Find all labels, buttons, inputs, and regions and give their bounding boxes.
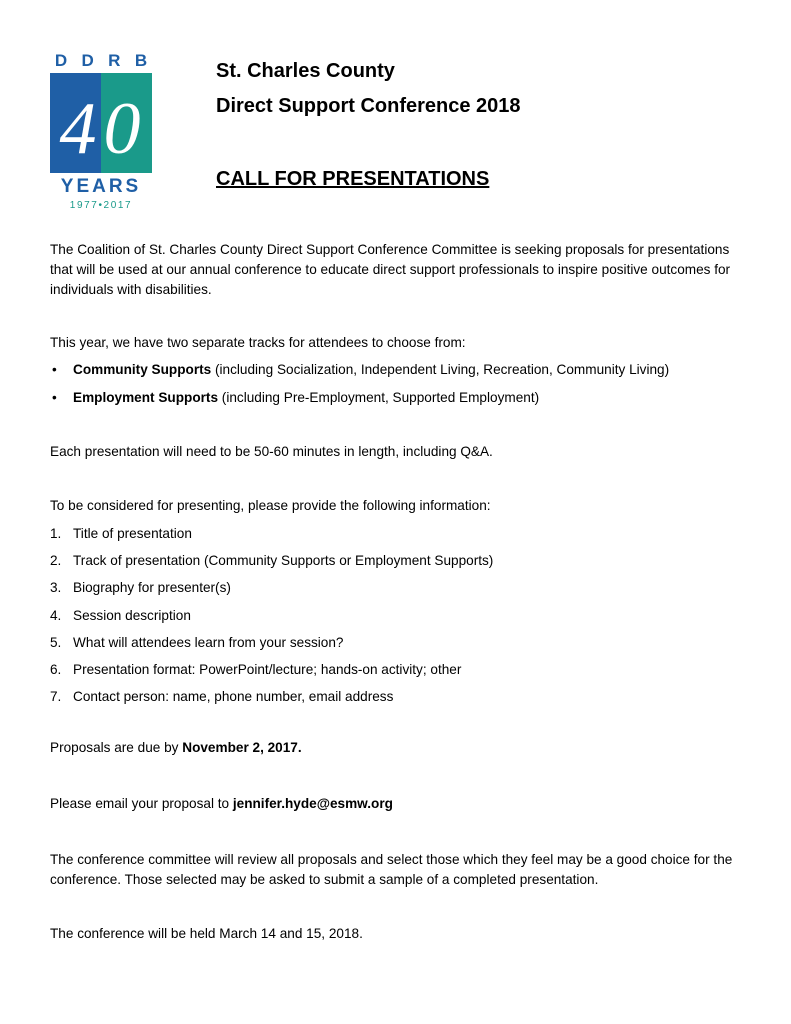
list-text: What will attendees learn from your session? [73,634,344,650]
list-item [50,606,493,633]
list-number: 3. [50,580,62,596]
list-text: Biography for presenter(s) [73,580,231,596]
logo-year-range: 1977•2017 [69,200,133,211]
due-date: November 2, 2017. [182,740,302,755]
review-paragraph: The conference committee will review all proposals and select those which they feel may be a good choice for the conference. Those selected may be asked to submit a sample of a completed presentation. [50,852,733,887]
logo-letter: D [54,51,68,70]
list-number: 2. [50,553,62,569]
list-item [50,524,493,551]
list-item [50,360,669,388]
list-text: Title of presentation [73,526,192,541]
intro-paragraph: The Coalition of St. Charles County Direct Support Conference Committee is seeking proposals for presentations that will be used at our annual conference to educate direct support professionals to inspire positive outcomes for individuals with disabilities. [50,242,731,297]
bullet-icon: • [52,362,57,377]
email-prefix: Please email your proposal to [50,796,233,811]
list-item [50,660,493,687]
email-link[interactable]: jennifer.hyde@esmw.org [232,796,393,811]
list-number: 1. [50,526,62,541]
email-line [50,794,750,814]
logo-emblem-0: 0 [103,88,141,170]
track-name: Community Supports [73,362,212,377]
tracks-intro: This year, we have two separate tracks for attendees to choose from: [50,335,466,350]
list-item [50,578,493,605]
logo-letters [50,52,152,69]
list-number: 6. [50,661,62,677]
tracks-list [50,360,669,416]
list-item [50,388,669,416]
call-for-presentations-heading: CALL FOR PRESENTATIONS [216,168,490,190]
list-number: 4. [50,607,62,623]
list-item [50,687,493,714]
list-text: Session description [73,607,191,623]
logo-letter: D [81,51,94,70]
track-name: Employment Supports [73,390,219,405]
info-list [50,524,493,714]
list-text: Presentation format: PowerPoint/lecture; hands-on activity; other [73,661,462,677]
list-item [50,633,493,660]
length-note: Each presentation will need to be 50-60 minutes in length, including Q&A. [50,444,493,459]
list-number: 7. [50,689,62,705]
list-text: Contact person: name, phone number, email address [73,689,394,705]
logo-letter: R [108,51,121,70]
logo-letter: B [134,51,148,70]
due-date-line [50,738,750,758]
ddrb-logo [50,51,152,211]
track-detail: (including Socialization, Independent Living, Recreation, Community Living) [211,362,670,377]
conference-dates: The conference will be held March 14 and 15, 2018. [50,926,363,941]
track-detail: (including Pre-Employment, Supported Employment) [218,390,540,405]
logo-emblem [50,73,152,173]
list-item [50,551,493,578]
due-prefix: Proposals are due by [50,740,183,755]
header-county: St. Charles County [216,60,395,82]
header-conference: Direct Support Conference 2018 [216,95,521,117]
list-text: Track of presentation (Community Supports or Employment Supports) [73,553,494,569]
bullet-icon: • [52,390,57,405]
list-number: 5. [50,634,62,650]
info-intro: To be considered for presenting, please provide the following information: [50,498,491,513]
logo-emblem-4: 4 [59,88,97,170]
logo-years: YEARS [60,176,142,197]
